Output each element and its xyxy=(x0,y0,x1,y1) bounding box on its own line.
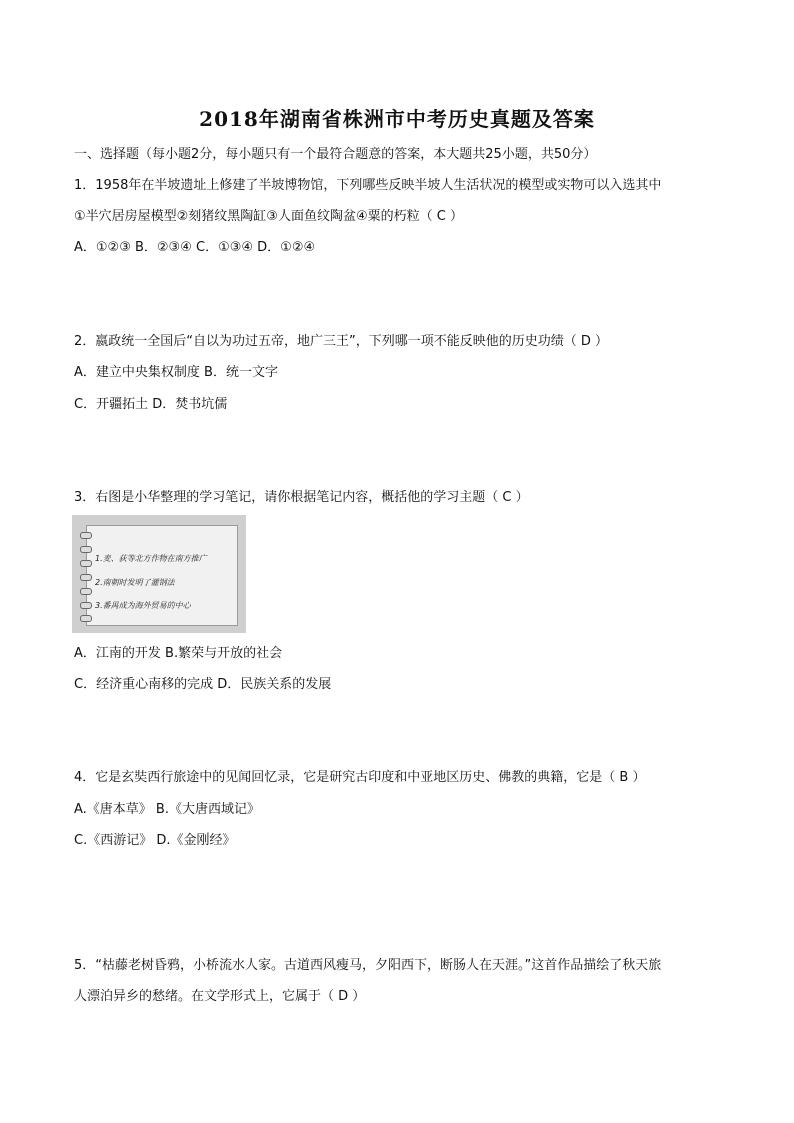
q3-stem: 3．右图是小华整理的学习笔记，请你根据笔记内容，概括他的学习主题（ C ） xyxy=(74,490,529,505)
note-item: 2.南朝时发明了灌钢法 xyxy=(95,578,175,587)
q5-stem-line1: 5．“枯藤老树昏鸦，小桥流水人家。古道西风瘦马，夕阳西下，断肠人在天涯。”这首作品描绘了秋天旅 xyxy=(74,958,662,973)
study-notes-image xyxy=(72,515,246,633)
section-heading: 一、选择题（每小题2分，每小题只有一个最符合题意的答案，本大题共25小题，共50分） xyxy=(74,147,597,162)
q2-stem: 2．嬴政统一全国后“自以为功过五帝，地广三王”，下列哪一项不能反映他的历史功绩（ D ） xyxy=(74,334,609,349)
q1-options: A．①②③ B．②③④ C．①③④ D．①②④ xyxy=(74,240,316,255)
q4-options-row1: A.《唐本草》 B.《大唐西域记》 xyxy=(74,802,260,817)
note-item: 3.番禺成为海外贸易的中心 xyxy=(95,601,191,610)
page-title: 2018年湖南省株洲市中考历史真题及答案 xyxy=(199,107,595,131)
binding-ring xyxy=(80,615,92,622)
q3-options-row1: A．江南的开发 B.繁荣与开放的社会 xyxy=(74,646,283,661)
q4-stem: 4．它是玄奘西行旅途中的见闻回忆录，它是研究古印度和中亚地区历史、佛教的典籍，它是（ B ） xyxy=(74,770,646,785)
notebook-page xyxy=(86,525,238,626)
binding-ring xyxy=(80,532,92,539)
binding-ring xyxy=(80,602,92,609)
binding-ring xyxy=(80,546,92,553)
binding-ring xyxy=(80,560,92,567)
q2-options-row1: A．建立中央集权制度 B．统一文字 xyxy=(74,365,278,380)
q2-options-row2: C．开疆拓土 D．焚书坑儒 xyxy=(74,397,228,412)
q3-options-row2: C．经济重心南移的完成 D．民族关系的发展 xyxy=(74,677,332,692)
note-item: 1.麦、荻等北方作物在南方推广 xyxy=(95,554,207,563)
q4-options-row2: C.《西游记》 D.《金刚经》 xyxy=(74,833,236,848)
q5-stem-line2: 人漂泊异乡的愁绪。在文学形式上，它属于（ D ） xyxy=(74,989,366,1004)
binding-ring xyxy=(80,588,92,595)
q1-stem-line1: 1．1958年在半坡遗址上修建了半坡博物馆，下列哪些反映半坡人生活状况的模型或实物可以入选其中 xyxy=(74,178,662,193)
q1-stem-line2: ①半穴居房屋模型②刻猪纹黑陶缸③人面鱼纹陶盆④粟的朽粒（ C ） xyxy=(74,209,463,224)
binding-ring xyxy=(80,574,92,581)
